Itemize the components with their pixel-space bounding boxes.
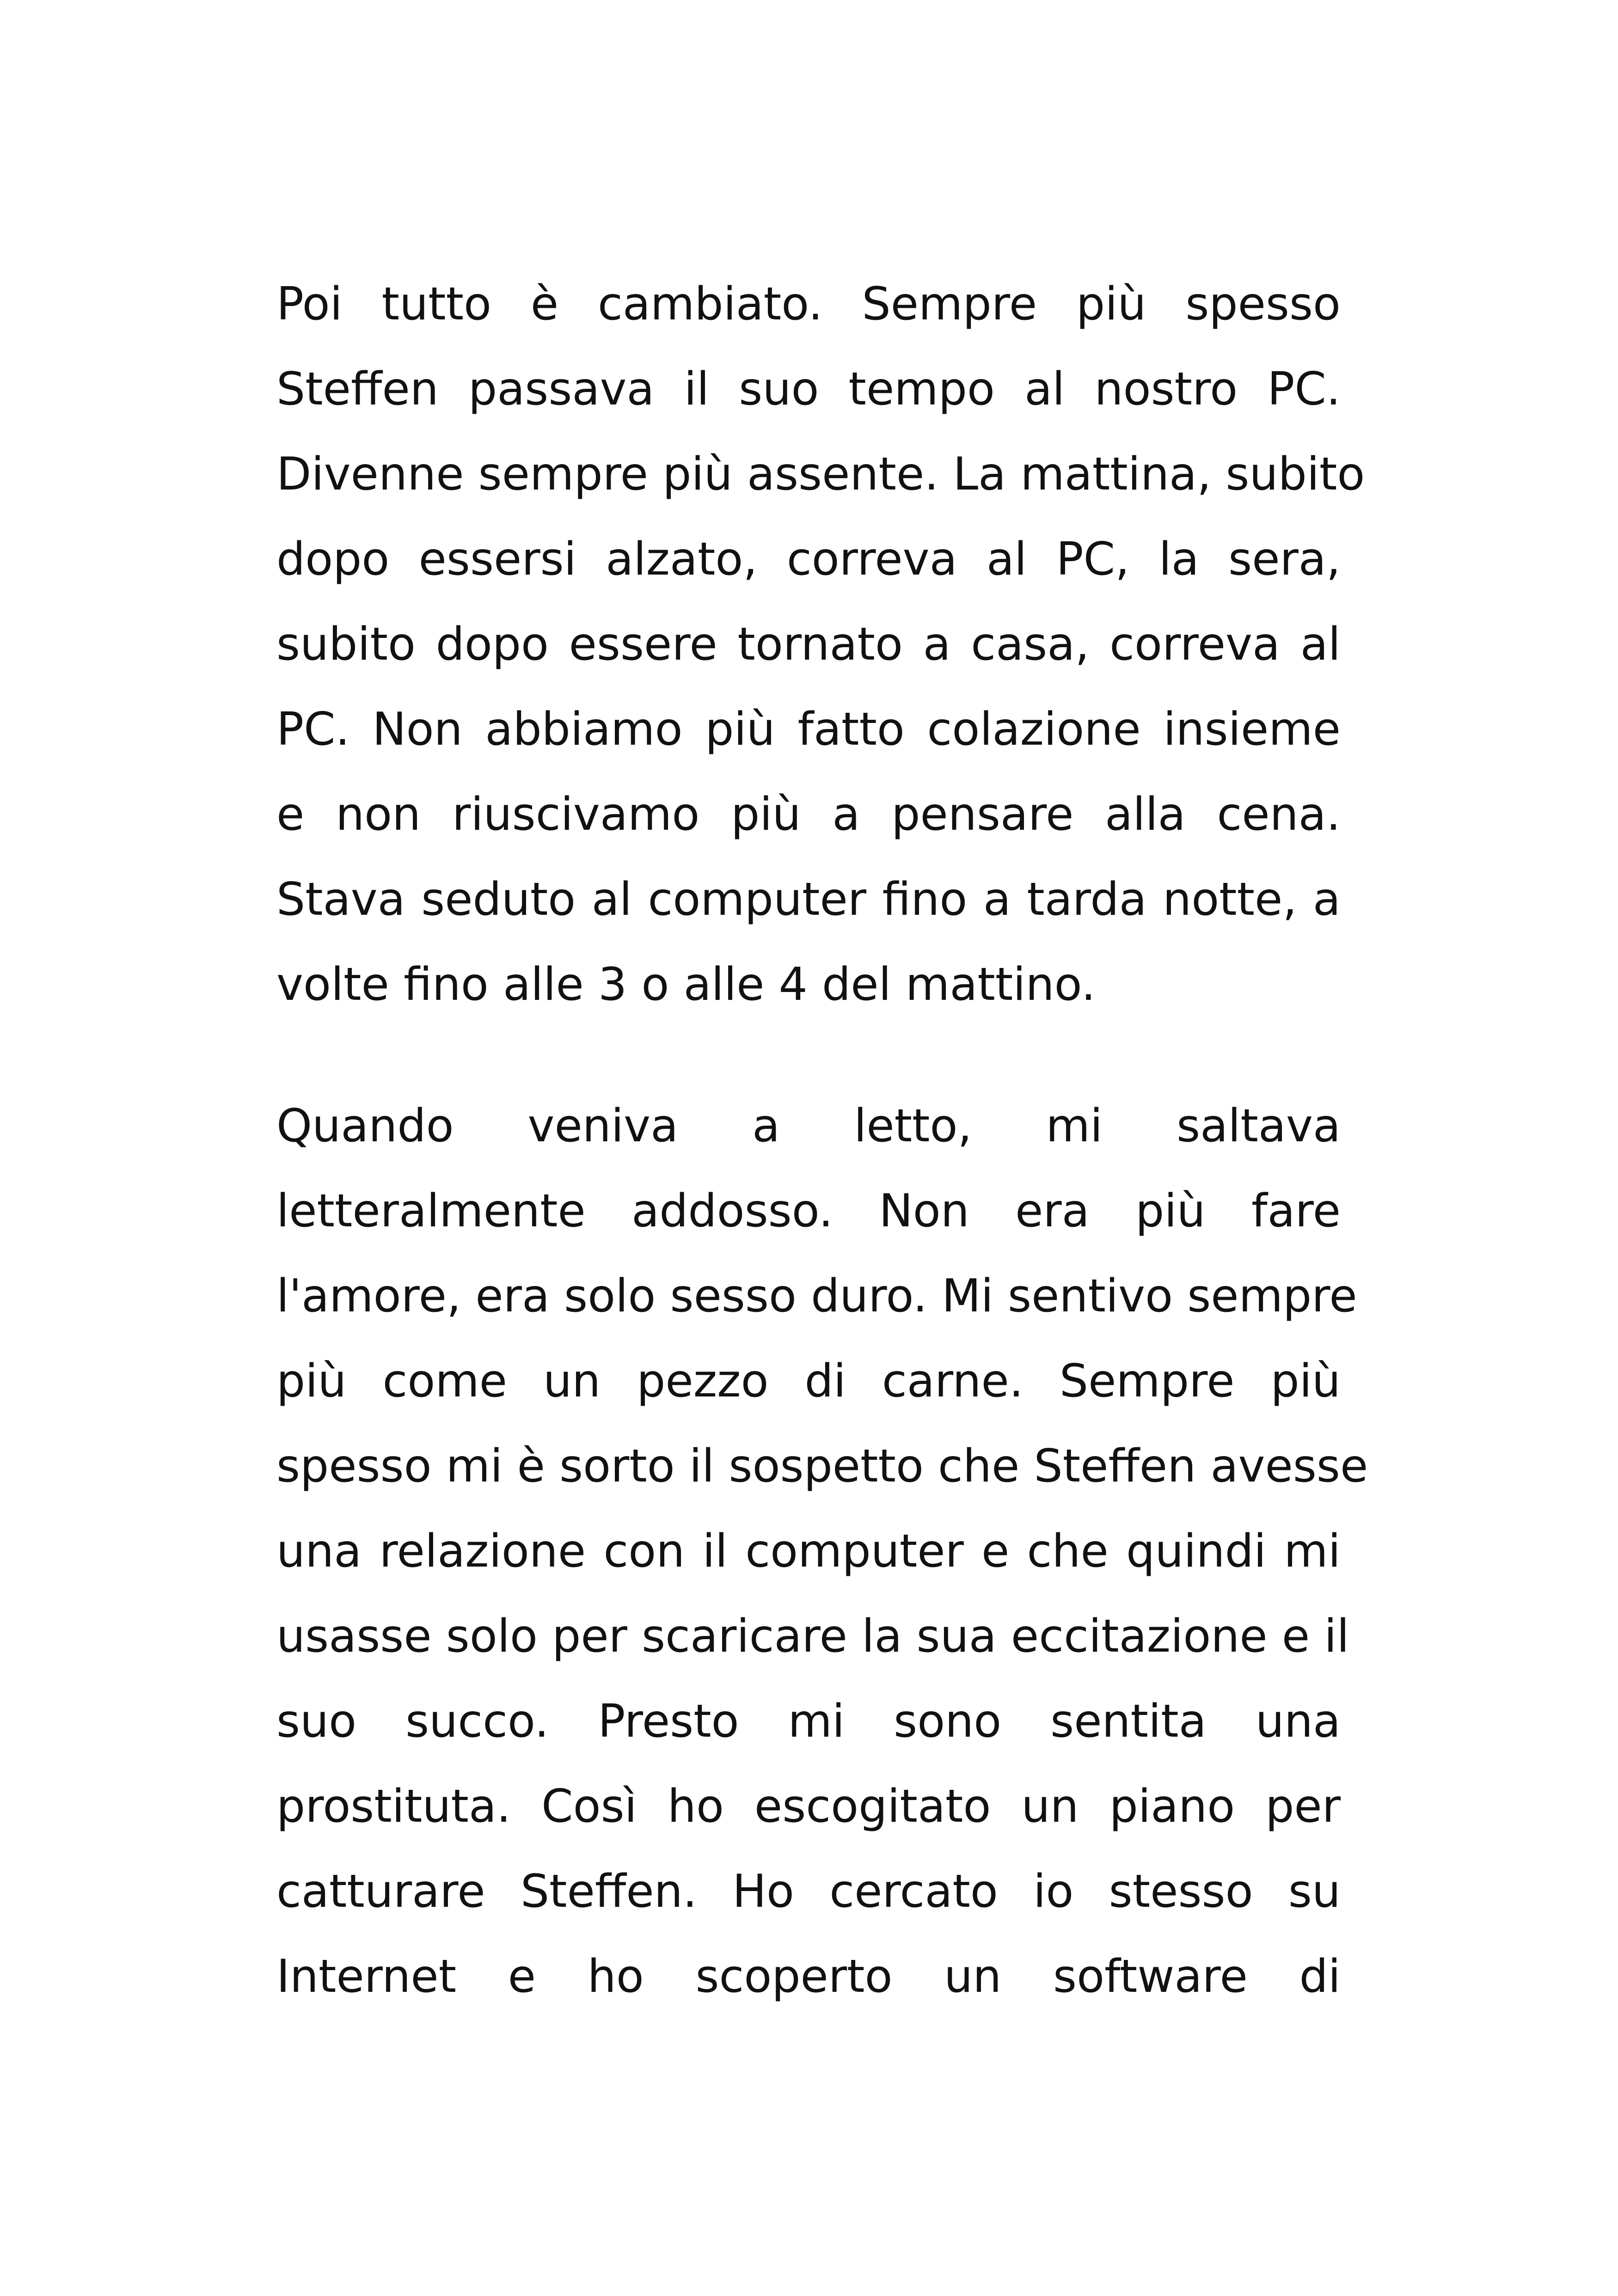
- text-line: Poi tutto è cambiato. Sempre più spesso: [276, 278, 1341, 331]
- text-line: una relazione con il computer e che quindi mi: [276, 1525, 1341, 1578]
- text-line: Steffen passava il suo tempo al nostro PC.: [276, 363, 1341, 416]
- text-line: usasse solo per scaricare la sua eccitazione e il: [276, 1610, 1349, 1663]
- text-line: e non riuscivamo più a pensare alla cena.: [276, 788, 1341, 841]
- text-line: Internet e ho scoperto un software di: [276, 1950, 1341, 2003]
- text-line: suo succo. Presto mi sono sentita una: [276, 1695, 1341, 1748]
- text-line: catturare Steffen. Ho cercato io stesso su: [276, 1865, 1341, 1918]
- text-line: Divenne sempre più assente. La mattina, subito: [276, 448, 1365, 501]
- text-line: dopo essersi alzato, correva al PC, la sera,: [276, 533, 1341, 586]
- text-line: l'amore, era solo sesso duro. Mi sentivo sempre: [276, 1270, 1357, 1322]
- text-line: spesso mi è sorto il sospetto che Steffen avesse: [276, 1440, 1368, 1493]
- text-line: prostituta. Così ho escogitato un piano per: [276, 1780, 1341, 1833]
- text-line: volte fino alle 3 o alle 4 del mattino.: [276, 958, 1096, 1011]
- text-line: Quando veniva a letto, mi saltava: [276, 1100, 1341, 1152]
- text-line: Stava seduto al computer fino a tarda notte, a: [276, 873, 1341, 926]
- text-line: letteralmente addosso. Non era più fare: [276, 1185, 1341, 1237]
- paragraph-1: [276, 262, 1365, 1027]
- paragraph-2: [276, 1084, 1368, 2019]
- text-line: più come un pezzo di carne. Sempre più: [276, 1355, 1341, 1408]
- text-line: subito dopo essere tornato a casa, correva al: [276, 618, 1341, 671]
- text-line: PC. Non abbiamo più fatto colazione insieme: [276, 703, 1341, 756]
